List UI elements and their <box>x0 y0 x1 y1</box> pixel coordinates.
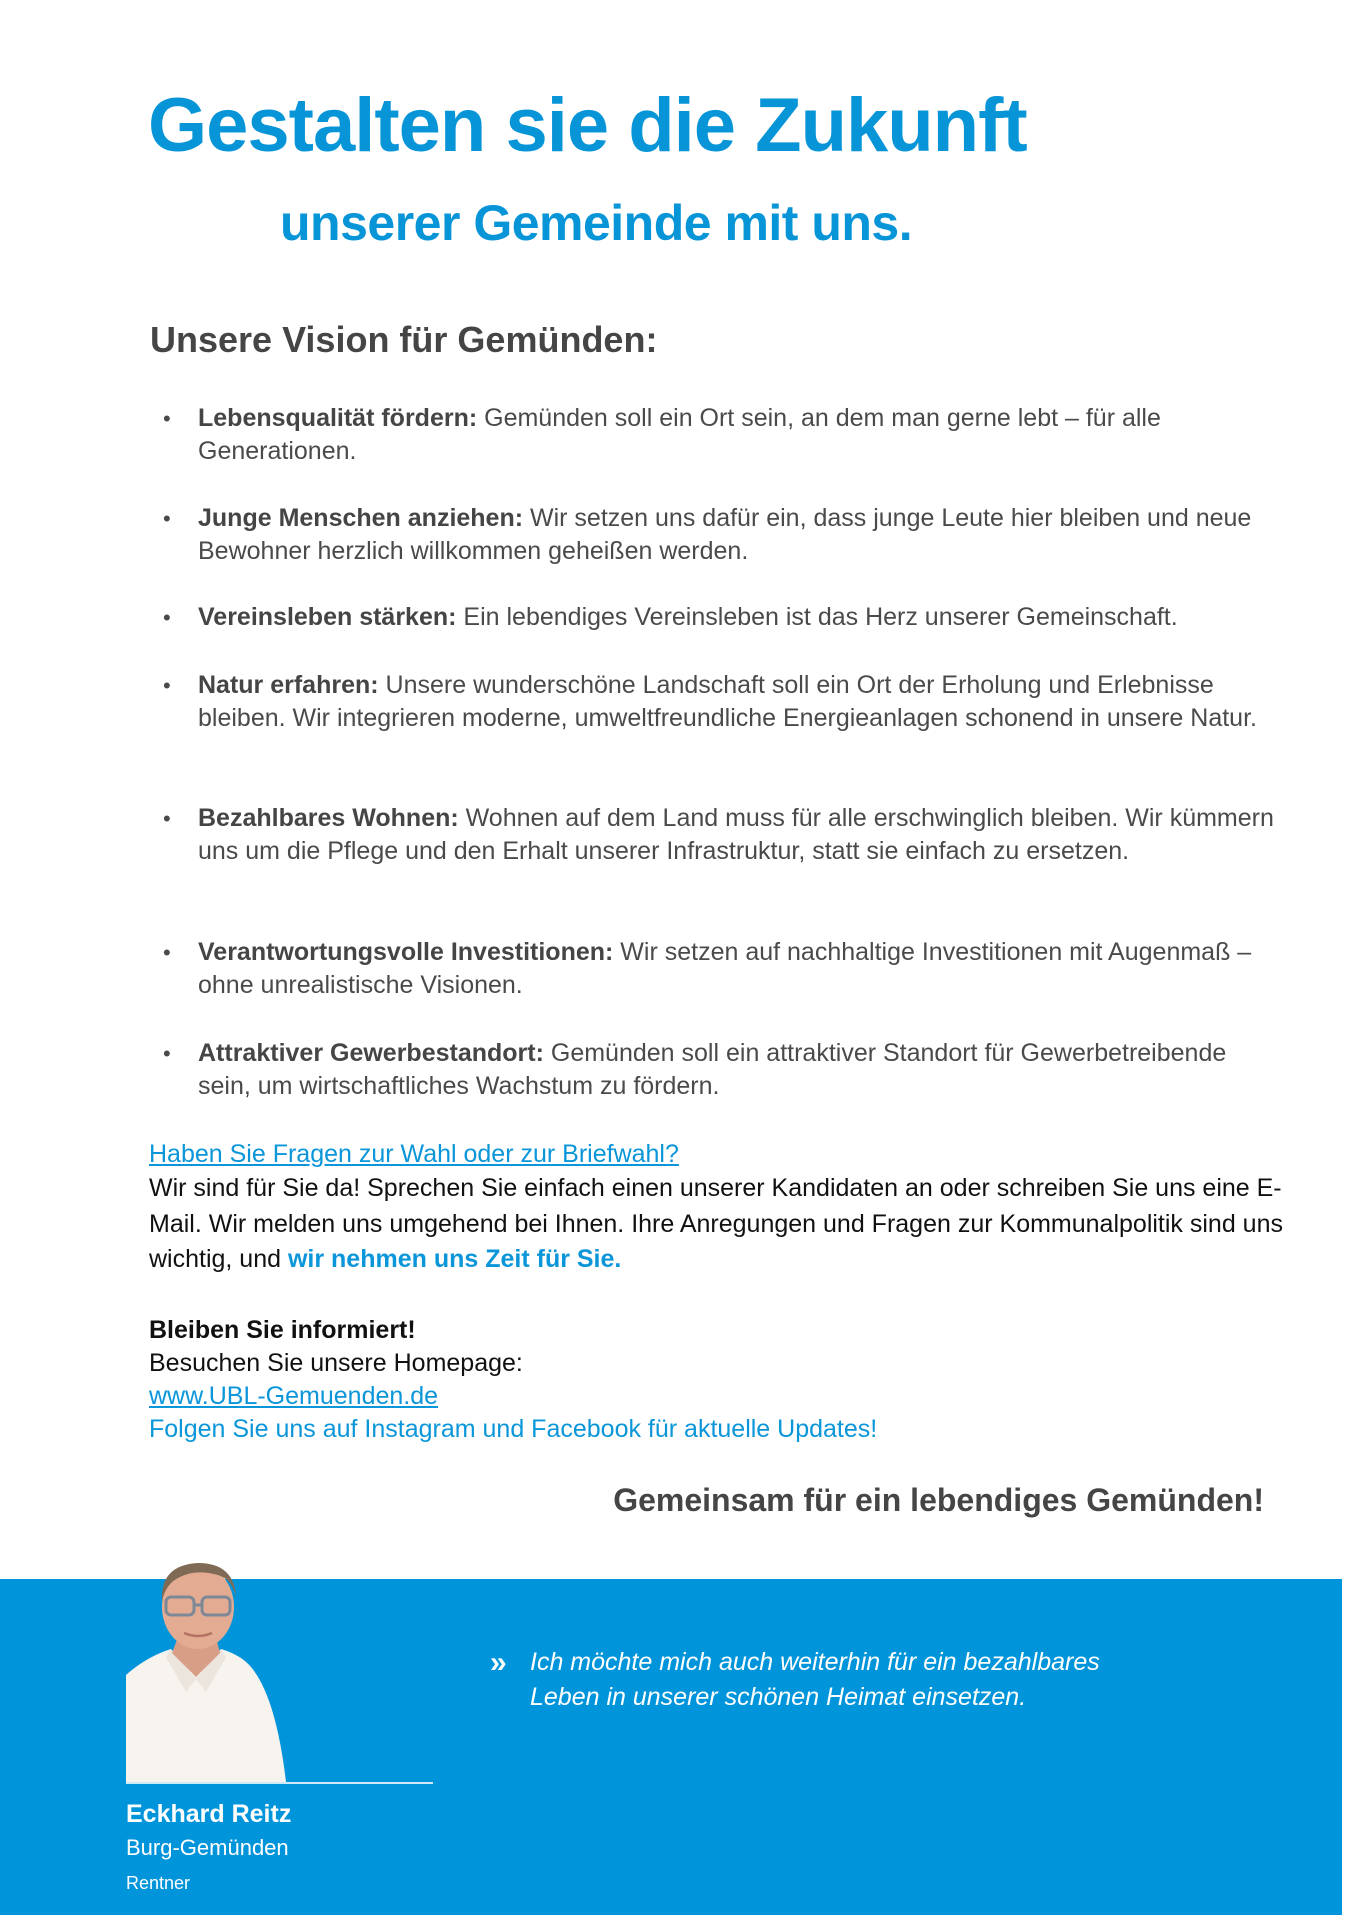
slogan: Gemeinsam für ein lebendiges Gemünden! <box>613 1482 1264 1518</box>
contact-paragraph <box>149 1171 1289 1278</box>
vision-heading: Unsere Vision für Gemünden: <box>150 319 658 360</box>
vision-item-text: Gemünden soll ein attraktiver Standort für Gewerbetreibende sein, um wirtschaftliches Wachstum zu fördern. <box>198 1039 1227 1100</box>
contact-highlight: wir nehmen uns Zeit für Sie. <box>287 1245 622 1273</box>
visit-homepage-text: Besuchen Sie unsere Homepage: <box>149 1349 523 1377</box>
vision-item-text: Unsere wunderschöne Landschaft soll ein Ort der Erholung und Erlebnisse bleiben. Wir integrieren moderne, umweltfreundliche Energieanlagen schonend in unsere Natur. <box>198 671 1257 732</box>
vision-item-text: Gemünden soll ein Ort sein, an dem man gerne lebt – für alle Generationen. <box>198 404 1161 465</box>
headline-line-2: unserer Gemeinde mit uns. <box>280 195 913 251</box>
vision-item-term: Attraktiver Gewerbestandort: <box>198 1039 544 1067</box>
vision-item <box>163 802 1278 868</box>
bullet-icon: • <box>163 806 171 831</box>
bullet-icon: • <box>163 1041 171 1066</box>
candidate-photo <box>126 1557 286 1782</box>
candidate-name: Eckhard Reitz <box>126 1800 292 1828</box>
vision-item <box>163 601 1278 634</box>
vision-item <box>163 936 1278 1002</box>
bullet-icon: • <box>163 406 171 431</box>
bullet-icon: • <box>163 506 171 531</box>
bullet-icon: • <box>163 605 171 630</box>
vision-item-text: Wohnen auf dem Land muss für alle erschwinglich bleiben. Wir kümmern uns um die Pflege und den Erhalt unserer Infrastruktur, statt sie einfach zu ersetzen. <box>198 804 1274 865</box>
social-media-text: Folgen Sie uns auf Instagram und Facebook für aktuelle Updates! <box>149 1415 878 1443</box>
vision-item-text: Wir setzen uns dafür ein, dass junge Leute hier bleiben und neue Bewohner herzlich willkommen geheißen werden. <box>198 504 1252 565</box>
quote-marks-icon: » <box>490 1646 507 1679</box>
vision-item <box>163 502 1278 568</box>
election-questions-link[interactable]: Haben Sie Fragen zur Wahl oder zur Briefwahl? <box>149 1140 679 1168</box>
vision-item-text: Wir setzen auf nachhaltige Investitionen mit Augenmaß – ohne unrealistische Visionen. <box>198 938 1252 999</box>
vision-item-term: Natur erfahren: <box>198 671 379 699</box>
candidate-town: Burg-Gemünden <box>126 1835 289 1860</box>
bullet-icon: • <box>163 940 171 965</box>
candidate-occupation: Rentner <box>126 1873 191 1893</box>
candidate-quote: Ich möchte mich auch weiterhin für ein bezahlbares Leben in unserer schönen Heimat einsetzen. <box>530 1648 1100 1711</box>
stay-informed-heading: Bleiben Sie informiert! <box>149 1316 416 1344</box>
bullet-icon: • <box>163 673 171 698</box>
vision-item-term: Bezahlbares Wohnen: <box>198 804 459 832</box>
vision-item-term: Verantwortungsvolle Investitionen: <box>198 938 614 966</box>
homepage-link[interactable]: www.UBL-Gemuenden.de <box>149 1382 439 1410</box>
vision-item-term: Junge Menschen anziehen: <box>198 504 524 532</box>
vision-item <box>163 402 1278 468</box>
vision-item-term: Vereinsleben stärken: <box>198 603 457 631</box>
vision-item <box>163 669 1278 735</box>
vision-item-term: Lebensqualität fördern: <box>198 404 478 432</box>
photo-divider <box>126 1782 433 1784</box>
contact-text: Wir sind für Sie da! Sprechen Sie einfach einen unserer Kandidaten an oder schreiben Sie uns eine E-Mail. Wir melden uns umgehend bei Ihnen. Ihre Anregungen und Fragen zur Kommunalpolitik sind uns wichtig, und <box>149 1174 1283 1273</box>
vision-item-text: Ein lebendiges Vereinsleben ist das Herz unserer Gemeinschaft. <box>456 603 1178 631</box>
headline-line-1: Gestalten sie die Zukunft <box>148 83 1027 168</box>
vision-item <box>163 1037 1278 1103</box>
